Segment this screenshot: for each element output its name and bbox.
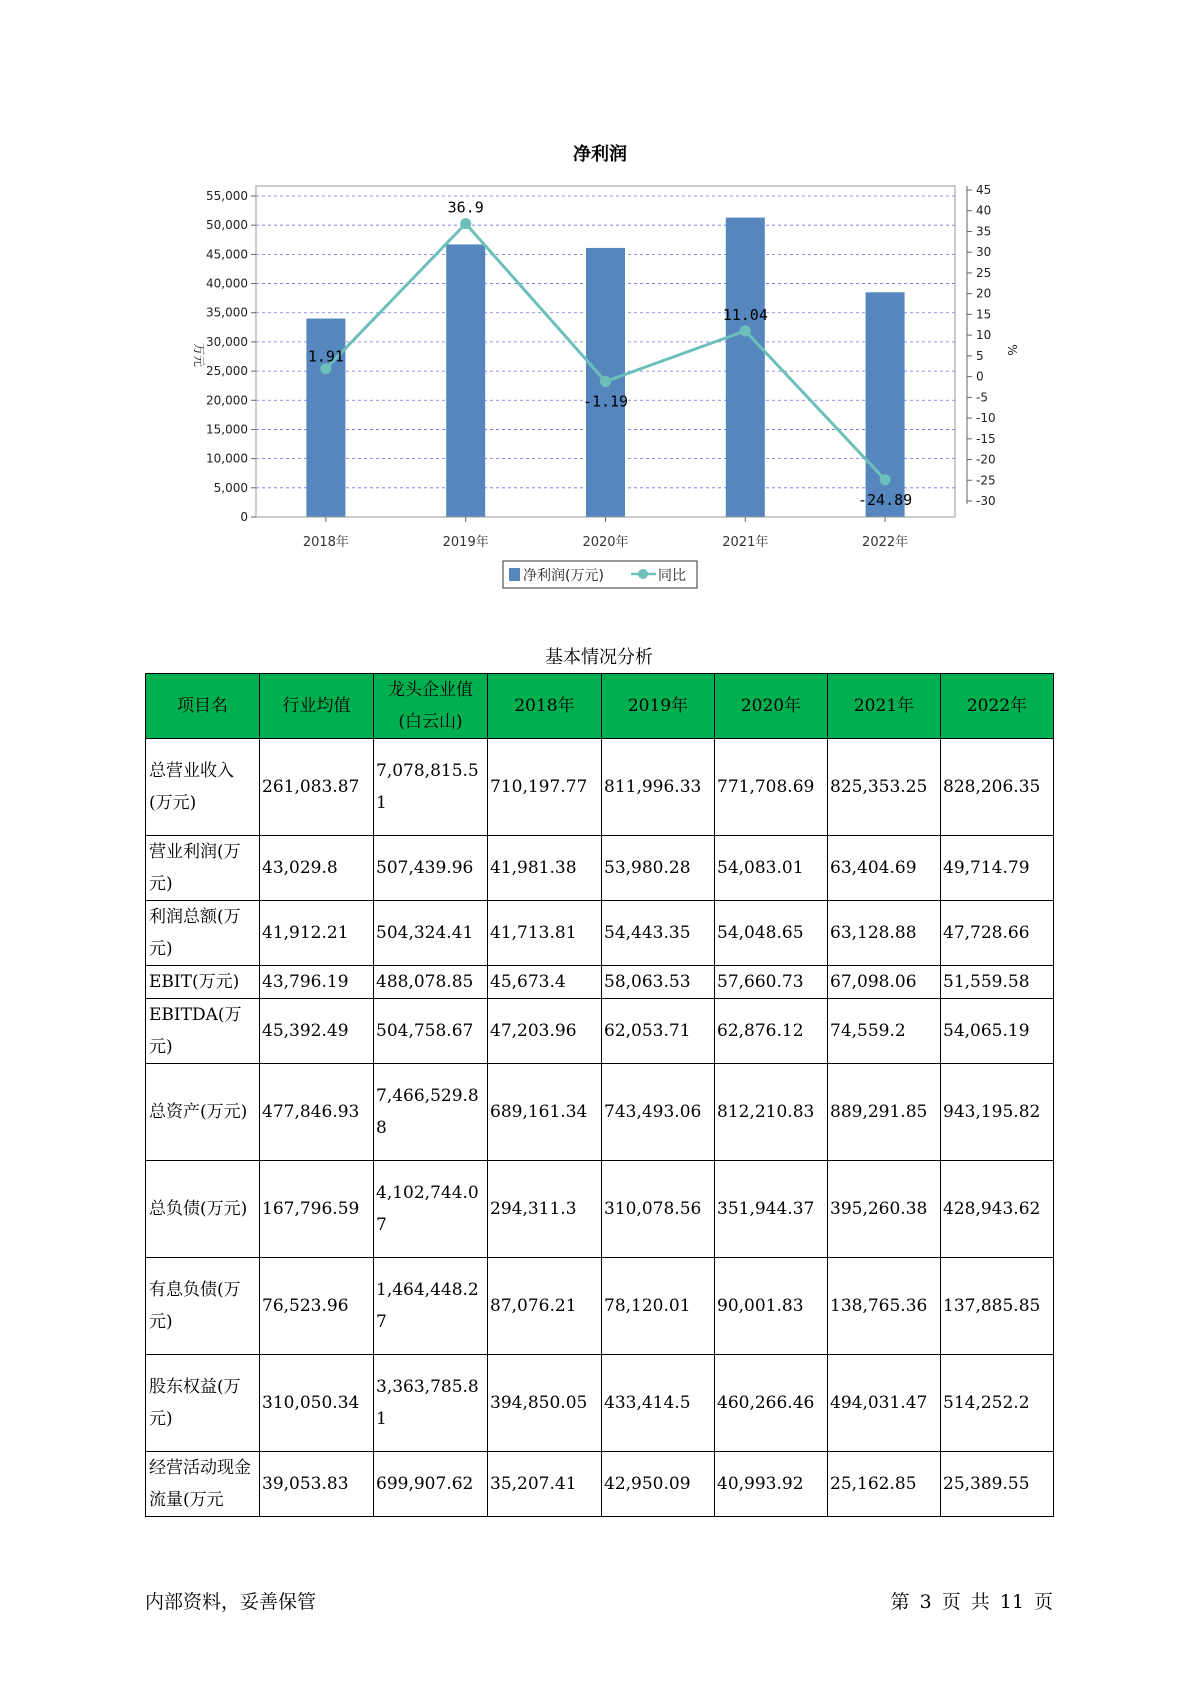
y-tick-label: 40,000: [206, 276, 248, 291]
value-cell: 310,050.34: [260, 1355, 374, 1452]
bar-2021年: [726, 218, 765, 517]
value-cell: 58,063.53: [602, 966, 715, 999]
value-cell: 828,206.35: [941, 739, 1054, 836]
value-cell: 504,324.41: [374, 901, 488, 966]
y-tick-label: 10,000: [206, 451, 248, 466]
value-cell: 76,523.96: [260, 1258, 374, 1355]
y-axis-label: 万元: [192, 342, 206, 368]
y2-tick-label: -15: [976, 431, 996, 446]
value-cell: 351,944.37: [715, 1161, 828, 1258]
value-cell: 825,353.25: [828, 739, 941, 836]
footer-page-number: 第 3 页 共 11 页: [890, 1591, 1053, 1613]
table-row: [146, 1064, 1054, 1161]
value-cell: 3,363,785.81: [374, 1355, 488, 1452]
value-cell: 45,392.49: [260, 999, 374, 1064]
row-label: 总营业收入(万元): [146, 739, 260, 836]
row-label: 有息负债(万元): [146, 1258, 260, 1355]
value-cell: 167,796.59: [260, 1161, 374, 1258]
value-cell: 261,083.87: [260, 739, 374, 836]
value-cell: 477,846.93: [260, 1064, 374, 1161]
value-cell: 57,660.73: [715, 966, 828, 999]
footer-confidential-note: 内部资料，妥善保管: [145, 1591, 317, 1613]
value-cell: 49,714.79: [941, 836, 1054, 901]
header-cell: 行业均值: [260, 674, 374, 739]
value-cell: 40,993.92: [715, 1452, 828, 1517]
y-tick-label: 55,000: [206, 189, 248, 203]
net-profit-chart: [0, 0, 1191, 620]
yoy-data-label: -24.89: [858, 490, 913, 509]
yoy-data-label: 1.91: [307, 347, 344, 366]
value-cell: 310,078.56: [602, 1161, 715, 1258]
header-cell: 2021年: [828, 674, 941, 739]
value-cell: 4,102,744.07: [374, 1161, 488, 1258]
value-cell: 63,128.88: [828, 901, 941, 966]
header-cell: 项目名: [146, 674, 260, 739]
row-label: 总资产(万元): [146, 1064, 260, 1161]
y-tick-label: 50,000: [206, 218, 248, 233]
y2-tick-label: 20: [976, 286, 992, 301]
row-label: 股东权益(万元): [146, 1355, 260, 1452]
value-cell: 42,950.09: [602, 1452, 715, 1517]
y-tick-label: 45,000: [206, 247, 248, 262]
table-row: [146, 1258, 1054, 1355]
chart-bars: [306, 218, 904, 517]
value-cell: 494,031.47: [828, 1355, 941, 1452]
y2-tick-label: -20: [976, 452, 996, 467]
value-cell: 514,252.2: [941, 1355, 1054, 1452]
x-tick-label: 2021年: [722, 535, 769, 550]
legend-line-swatch: [638, 569, 648, 579]
value-cell: 87,076.21: [488, 1258, 602, 1355]
row-label: 营业利润(万元): [146, 836, 260, 901]
basic-analysis-table: [145, 673, 1054, 1517]
y-tick-label: 5,000: [213, 480, 248, 495]
value-cell: 78,120.01: [602, 1258, 715, 1355]
value-cell: 45,673.4: [488, 966, 602, 999]
yoy-point: [740, 325, 751, 336]
value-cell: 63,404.69: [828, 836, 941, 901]
value-cell: 62,053.71: [602, 999, 715, 1064]
value-cell: 710,197.77: [488, 739, 602, 836]
yoy-point: [600, 376, 611, 387]
value-cell: 811,996.33: [602, 739, 715, 836]
yoy-data-label: 36.9: [447, 198, 484, 217]
value-cell: 47,203.96: [488, 999, 602, 1064]
value-cell: 812,210.83: [715, 1064, 828, 1161]
value-cell: 428,943.62: [941, 1161, 1054, 1258]
value-cell: 47,728.66: [941, 901, 1054, 966]
table-row: [146, 1452, 1054, 1517]
y2-tick-label: -25: [976, 473, 996, 488]
y2-tick-label: 40: [976, 203, 992, 218]
y-tick-label: 30,000: [206, 334, 248, 349]
value-cell: 41,981.38: [488, 836, 602, 901]
x-tick-label: 2022年: [862, 535, 909, 550]
header-cell: 2019年: [602, 674, 715, 739]
y-tick-label: 0: [240, 510, 248, 524]
value-cell: 943,195.82: [941, 1064, 1054, 1161]
value-cell: 53,980.28: [602, 836, 715, 901]
y2-tick-label: 10: [976, 328, 992, 343]
value-cell: 41,713.81: [488, 901, 602, 966]
legend-bar-swatch: [509, 568, 520, 581]
chart-title: 净利润: [573, 144, 627, 165]
value-cell: 62,876.12: [715, 999, 828, 1064]
value-cell: 67,098.06: [828, 966, 941, 999]
header-cell: 龙头企业值(白云山): [374, 674, 488, 739]
row-label: 经营活动现金流量(万元: [146, 1452, 260, 1517]
y2-tick-label: -30: [976, 494, 996, 508]
value-cell: 138,765.36: [828, 1258, 941, 1355]
y2-axis-label: %: [1005, 344, 1019, 356]
legend-net-profit: 净利润(万元): [523, 568, 604, 584]
table-header-row: [146, 674, 1054, 739]
yoy-point: [460, 218, 471, 229]
y-tick-label: 20,000: [206, 393, 248, 408]
table-caption: 基本情况分析: [545, 647, 653, 668]
bar-2019年: [446, 244, 485, 517]
value-cell: 294,311.3: [488, 1161, 602, 1258]
y2-tick-label: -10: [976, 411, 996, 426]
value-cell: 54,083.01: [715, 836, 828, 901]
y2-tick-label: 35: [976, 224, 992, 239]
x-tick-label: 2020年: [582, 535, 629, 550]
value-cell: 889,291.85: [828, 1064, 941, 1161]
y2-tick-label: 25: [976, 265, 992, 280]
chart-legend: [503, 561, 697, 588]
y2-tick-label: 45: [976, 183, 992, 197]
value-cell: 743,493.06: [602, 1064, 715, 1161]
y2-tick-label: 0: [976, 369, 984, 384]
y-tick-label: 35,000: [206, 305, 248, 320]
table-row: [146, 1355, 1054, 1452]
y-tick-label: 15,000: [206, 422, 248, 437]
value-cell: 504,758.67: [374, 999, 488, 1064]
table-row: [146, 999, 1054, 1064]
x-tick-label: 2019年: [442, 535, 489, 550]
value-cell: 54,048.65: [715, 901, 828, 966]
value-cell: 771,708.69: [715, 739, 828, 836]
value-cell: 7,078,815.51: [374, 739, 488, 836]
value-cell: 25,162.85: [828, 1452, 941, 1517]
value-cell: 43,029.8: [260, 836, 374, 901]
table-row: [146, 901, 1054, 966]
yoy-data-label: -1.19: [582, 392, 629, 411]
value-cell: 7,466,529.88: [374, 1064, 488, 1161]
table-row: [146, 966, 1054, 999]
value-cell: 507,439.96: [374, 836, 488, 901]
header-cell: 2022年: [941, 674, 1054, 739]
table-row: [146, 739, 1054, 836]
legend-yoy: 同比: [658, 568, 686, 584]
value-cell: 39,053.83: [260, 1452, 374, 1517]
row-label: EBIT(万元): [146, 966, 260, 999]
value-cell: 395,260.38: [828, 1161, 941, 1258]
value-cell: 41,912.21: [260, 901, 374, 966]
value-cell: 74,559.2: [828, 999, 941, 1064]
value-cell: 488,078.85: [374, 966, 488, 999]
header-cell: 2018年: [488, 674, 602, 739]
y2-tick-label: 15: [976, 307, 992, 322]
value-cell: 90,001.83: [715, 1258, 828, 1355]
yoy-data-label: 11.04: [722, 305, 768, 324]
table-row: [146, 1161, 1054, 1258]
value-cell: 689,161.34: [488, 1064, 602, 1161]
value-cell: 1,464,448.27: [374, 1258, 488, 1355]
value-cell: 54,443.35: [602, 901, 715, 966]
value-cell: 25,389.55: [941, 1452, 1054, 1517]
header-cell: 2020年: [715, 674, 828, 739]
row-label: 利润总额(万元): [146, 901, 260, 966]
table-row: [146, 836, 1054, 901]
y-tick-label: 25,000: [206, 364, 248, 379]
value-cell: 137,885.85: [941, 1258, 1054, 1355]
value-cell: 54,065.19: [941, 999, 1054, 1064]
value-cell: 460,266.46: [715, 1355, 828, 1452]
value-cell: 35,207.41: [488, 1452, 602, 1517]
value-cell: 43,796.19: [260, 966, 374, 999]
value-cell: 394,850.05: [488, 1355, 602, 1452]
row-label: 总负债(万元): [146, 1161, 260, 1258]
yoy-point: [880, 474, 891, 485]
row-label: EBITDA(万元): [146, 999, 260, 1064]
x-tick-label: 2018年: [302, 535, 349, 550]
value-cell: 51,559.58: [941, 966, 1054, 999]
y2-tick-label: 30: [976, 245, 992, 260]
value-cell: 433,414.5: [602, 1355, 715, 1452]
value-cell: 699,907.62: [374, 1452, 488, 1517]
y2-tick-label: 5: [976, 348, 984, 363]
y2-tick-label: -5: [976, 390, 988, 405]
